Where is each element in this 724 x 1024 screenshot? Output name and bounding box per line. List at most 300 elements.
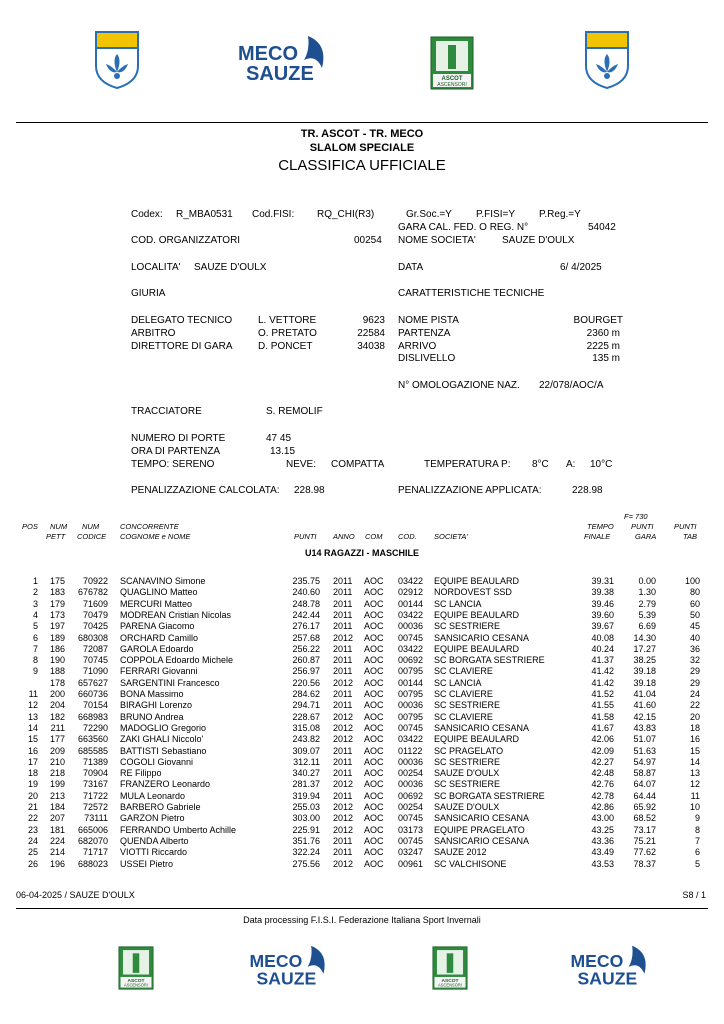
cell-societa: SANSICARIO CESANA: [434, 632, 530, 643]
cell-tempo: 43.36: [591, 835, 614, 846]
cell-punti-gara: 68.52: [633, 813, 656, 824]
cell-codice: 682070: [77, 835, 108, 846]
cell-punti-tab: 32: [689, 655, 700, 666]
cell-pett: 190: [49, 655, 65, 666]
cell-punti: 220.56: [292, 677, 320, 688]
cell-nome: BIRAGHI Lorenzo: [120, 700, 193, 711]
cell-codice: 70154: [82, 700, 108, 711]
table-row: [0, 700, 724, 711]
cell-com: AOC: [364, 643, 384, 654]
cell-tempo: 41.67: [591, 722, 614, 733]
cell-societa: EQUIPE BEAULARD: [434, 609, 520, 620]
cell-anno: 2011: [333, 745, 353, 756]
cell-pos: 2: [32, 587, 38, 598]
cell-punti-tab: 29: [689, 677, 700, 688]
cell-pett: 177: [49, 734, 65, 745]
cell-pos: 7: [32, 643, 38, 654]
svg-text:MECO: MECO: [249, 950, 303, 971]
cell-anno: 2012: [333, 802, 354, 812]
cell-cod: 02912: [398, 587, 424, 598]
cell-pett: 178: [49, 677, 65, 688]
cell-cod: 00961: [398, 858, 424, 869]
table-row: [0, 666, 724, 677]
table-row: [0, 779, 724, 790]
cell-pos: 11: [28, 689, 38, 699]
header-gara: GARA: [635, 532, 657, 541]
cell-punti-gara: 2.79: [638, 598, 656, 609]
cell-anno: 2011: [333, 666, 353, 677]
table-row: [0, 836, 724, 847]
cell-pett: 224: [49, 835, 65, 846]
cell-com: AOC: [364, 609, 384, 620]
cell-pos: 17: [27, 756, 38, 767]
cell-pett: 196: [49, 858, 65, 869]
header-codice: CODICE: [77, 532, 107, 541]
table-row: [0, 599, 724, 610]
cell-cod: 03422: [398, 734, 424, 745]
cell-com: AOC: [364, 655, 384, 666]
cod-org-label: COD. ORGANIZZATORI: [131, 235, 241, 246]
cell-tempo: 41.58: [591, 711, 614, 722]
penalizzazione-applicata-label: PENALIZZAZIONE APPLICATA:: [398, 485, 542, 496]
cell-societa: SC VALCHISONE: [434, 858, 507, 869]
dislivello-label: DISLIVELLO: [398, 353, 456, 364]
temperatura-a-label: A:: [566, 459, 576, 470]
cell-tempo: 41.52: [591, 689, 614, 699]
cell-nome: QUENDA Alberto: [120, 835, 189, 846]
neve-value: COMPATTA: [331, 459, 385, 470]
cell-pos: 19: [27, 779, 38, 790]
cell-cod: 03173: [398, 824, 424, 835]
cell-nome: SARGENTINI Francesco: [120, 677, 220, 688]
cell-cod: 00036: [398, 779, 424, 790]
cell-pos: 22: [27, 813, 38, 824]
cell-tempo: 39.60: [591, 609, 614, 620]
table-row: [0, 655, 724, 666]
codex-label: Codex:: [131, 209, 163, 220]
svg-text:MECO: MECO: [238, 43, 298, 65]
cell-pett: 204: [49, 700, 65, 711]
cell-societa: EQUIPE BEAULARD: [434, 643, 520, 654]
cell-anno: 2012: [333, 779, 354, 790]
cell-anno: 2011: [333, 655, 353, 666]
cell-codice: 73111: [84, 813, 108, 824]
cell-punti: 319.94: [292, 790, 320, 801]
cell-pos: 8: [32, 655, 38, 666]
cell-punti: 255.03: [292, 802, 320, 812]
cell-tempo: 39.46: [591, 598, 614, 609]
cell-codice: 71389: [82, 756, 108, 767]
cell-cod: 00692: [398, 790, 424, 801]
ascot-ascensori-logo: [430, 36, 474, 90]
cell-societa: SC SESTRIERE: [434, 700, 501, 711]
cell-nome: BRUNO Andrea: [120, 711, 184, 722]
cell-tempo: 42.06: [591, 734, 614, 745]
cell-punti-gara: 54.97: [633, 756, 656, 767]
cell-societa: SC LANCIA: [434, 598, 482, 609]
table-row: [0, 576, 724, 587]
localita-label: LOCALITA': [131, 262, 181, 273]
cell-com: AOC: [364, 790, 384, 801]
cell-punti-gara: 39.18: [633, 666, 656, 677]
race-title: TR. ASCOT - TR. MECO: [300, 128, 424, 140]
arrivo-label: ARRIVO: [398, 341, 437, 352]
cell-tempo: 42.27: [591, 756, 614, 767]
cell-punti: 228.67: [292, 711, 320, 722]
cell-pett: 181: [49, 824, 65, 835]
giuria-label: GIURIA: [131, 288, 166, 299]
cell-punti-tab: 15: [689, 745, 700, 756]
cell-punti-gara: 5.39: [638, 609, 656, 620]
cell-tempo: 39.31: [591, 576, 614, 586]
cell-punti-gara: 51.07: [633, 734, 656, 745]
cell-punti-gara: 39.18: [633, 677, 656, 688]
cell-codice: 70425: [82, 621, 108, 632]
data-label: DATA: [398, 262, 424, 273]
cell-punti: 242.44: [292, 609, 320, 620]
cell-punti: 315.08: [292, 722, 320, 733]
cell-com: AOC: [364, 587, 384, 598]
cell-pett: 200: [49, 689, 65, 699]
cell-pett: 197: [49, 621, 65, 632]
cell-pos: 13: [27, 711, 38, 722]
cell-com: AOC: [364, 824, 384, 835]
table-row: [0, 791, 724, 802]
cell-pos: 25: [27, 847, 38, 858]
cell-punti-tab: 6: [694, 847, 700, 858]
header-cod: COD.: [398, 532, 417, 541]
header-concorrente: CONCORRENTE: [120, 522, 179, 531]
pfisi-flag: P.FISI=Y: [476, 209, 516, 220]
cell-punti-tab: 7: [694, 835, 700, 846]
cell-anno: 2012: [333, 711, 354, 722]
cell-societa: SAUZE 2012: [434, 847, 487, 858]
cell-pos: 9: [32, 666, 38, 677]
cell-societa: SC CLAVIERE: [434, 666, 493, 677]
cell-nome: VIOTTI Riccardo: [120, 847, 188, 858]
table-row: [0, 757, 724, 768]
header-tab: TAB: [683, 532, 698, 541]
data-processing-note: Data processing F.I.S.I. Federazione Italiana Sport Invernali: [243, 915, 481, 925]
cell-punti-tab: 14: [689, 756, 700, 767]
discipline-title: SLALOM SPECIALE: [309, 142, 415, 154]
cell-punti-tab: 60: [689, 598, 700, 609]
cell-societa: SANSICARIO CESANA: [434, 722, 530, 733]
meco-sauze-logo: [238, 34, 330, 84]
cell-societa: SC SESTRIERE: [434, 779, 501, 790]
cell-tempo: 40.08: [591, 632, 614, 643]
cell-punti: 309.07: [292, 745, 320, 756]
cell-pett: 179: [49, 598, 65, 609]
cell-anno: 2011: [333, 587, 353, 598]
omologazione-label: N° OMOLOGAZIONE NAZ.: [398, 380, 520, 391]
cell-pett: 213: [49, 790, 65, 801]
cell-com: AOC: [364, 847, 384, 858]
cell-punti-tab: 18: [689, 722, 700, 733]
temperatura-label: TEMPERATURA P:: [424, 459, 511, 470]
temperatura-p-value: 8°C: [532, 459, 549, 470]
svg-text:ASCOT: ASCOT: [127, 978, 145, 984]
cell-punti: 243.82: [292, 734, 320, 745]
svg-text:MECO: MECO: [570, 950, 624, 971]
porte-value: 47 45: [266, 433, 292, 444]
cell-punti-gara: 75.21: [633, 835, 656, 846]
cell-codice: 73167: [82, 779, 108, 790]
cell-punti-gara: 64.44: [633, 790, 656, 801]
cell-punti: 240.60: [292, 587, 320, 598]
cell-codice: 665006: [77, 824, 108, 835]
cell-societa: SC SESTRIERE: [434, 756, 501, 767]
cell-cod: 00745: [398, 835, 424, 846]
cell-nome: MULA Leonardo: [120, 790, 186, 801]
cell-pett: 184: [49, 802, 65, 812]
cell-nome: COGOLI Giovanni: [120, 756, 194, 767]
cell-nome: USSEI Pietro: [120, 858, 174, 869]
header-punti-tab: PUNTI: [674, 522, 697, 531]
cell-pett: 182: [49, 711, 65, 722]
nome-pista-label: NOME PISTA: [398, 315, 459, 326]
penalizzazione-calcolata-value: 228.98: [294, 485, 325, 496]
ora-value: 13.15: [270, 446, 296, 457]
cell-anno: 2011: [333, 598, 353, 609]
cell-codice: 71090: [82, 666, 108, 677]
porte-label: NUMERO DI PORTE: [131, 433, 226, 444]
temperatura-a-value: 10°C: [590, 459, 613, 470]
cell-anno: 2012: [333, 632, 354, 643]
cell-pos: 15: [27, 734, 38, 745]
cell-cod: 00254: [398, 802, 424, 812]
cell-codice: 676782: [77, 587, 108, 598]
cell-codice: 70904: [82, 768, 108, 779]
svg-text:ASCENSORI: ASCENSORI: [437, 82, 467, 88]
cell-tempo: 41.55: [591, 700, 614, 711]
cell-societa: SC BORGATA SESTRIERE: [434, 655, 545, 666]
delegato-name: L. VETTORE: [258, 315, 317, 326]
cell-societa: SC BORGATA SESTRIERE: [434, 790, 545, 801]
cell-com: AOC: [364, 666, 384, 677]
cell-punti-gara: 65.92: [633, 802, 656, 812]
cell-punti-gara: 41.60: [633, 700, 656, 711]
cell-societa: SC PRAGELATO: [434, 745, 504, 756]
cell-punti: 276.17: [292, 621, 320, 632]
cell-codice: 70479: [82, 609, 108, 620]
cell-punti-tab: 20: [689, 711, 700, 722]
cell-tempo: 39.67: [591, 621, 614, 632]
direttore-code: 34038: [357, 341, 385, 352]
meco-sauze-logo: [249, 944, 331, 988]
nome-soc-label: NOME SOCIETA': [398, 235, 476, 246]
cell-tempo: 41.42: [591, 666, 614, 677]
cell-nome: FERRANDO Umberto Achille: [120, 824, 237, 835]
header-tempo: TEMPO: [587, 522, 614, 531]
cell-cod: 03422: [398, 576, 424, 586]
footer-page: S8 / 1: [682, 890, 706, 900]
table-row: [0, 712, 724, 723]
ascot-ascensori-logo: [432, 946, 468, 990]
partenza-value: 2360 m: [586, 328, 620, 339]
cell-punti: 248.78: [292, 598, 320, 609]
table-row: [0, 734, 724, 745]
cell-cod: 00795: [398, 689, 424, 699]
cell-codice: 71717: [82, 847, 108, 858]
cell-nome: BONA Massimo: [120, 689, 184, 699]
cell-com: AOC: [364, 576, 384, 586]
cell-tempo: 40.24: [591, 643, 614, 654]
cell-cod: 00036: [398, 621, 424, 632]
cell-codice: 70922: [82, 576, 108, 586]
cell-punti-tab: 11: [690, 790, 700, 801]
cell-cod: 00254: [398, 768, 424, 779]
cell-pos: 1: [32, 576, 38, 586]
cell-pos: 24: [27, 835, 38, 846]
nome-pista-value: BOURGET: [573, 315, 623, 326]
cod-org-value: 00254: [354, 235, 382, 246]
svg-text:ASCENSORI: ASCENSORI: [124, 982, 148, 988]
penalizzazione-calcolata-label: PENALIZZAZIONE CALCOLATA:: [131, 485, 280, 496]
preg-flag: P.Reg.=Y: [539, 209, 581, 220]
cell-com: AOC: [364, 768, 384, 779]
cell-nome: MODREAN Cristian Nicolas: [120, 609, 232, 620]
cell-pos: 18: [27, 768, 38, 779]
dislivello-value: 135 m: [592, 353, 620, 364]
cell-punti: 275.56: [292, 858, 320, 869]
svg-text:SAUZE: SAUZE: [577, 968, 638, 988]
cell-tempo: 42.76: [591, 779, 614, 790]
cell-codice: 663560: [77, 734, 108, 745]
cell-punti-tab: 22: [689, 700, 700, 711]
header-cognome-nome: COGNOME e NOME: [120, 532, 191, 541]
footer-date-place: 06-04-2025 / SAUZE D'OULX: [16, 890, 135, 900]
cell-nome: QUAGLINO Matteo: [120, 587, 198, 598]
cell-codice: 70745: [82, 655, 108, 666]
cell-societa: SAUZE D'OULX: [434, 768, 500, 779]
header-punti-gara: PUNTI: [631, 522, 654, 531]
cell-codice: 668983: [77, 711, 108, 722]
cell-codice: 657627: [77, 677, 108, 688]
svg-text:ASCENSORI: ASCENSORI: [438, 982, 462, 988]
header-anno: ANNO: [333, 532, 355, 541]
cell-anno: 2012: [333, 677, 354, 688]
table-row: [0, 802, 724, 813]
cell-pos: 3: [32, 598, 38, 609]
cell-societa: EQUIPE PRAGELATO: [434, 824, 525, 835]
localita-value: SAUZE D'OULX: [194, 262, 267, 273]
cell-punti-tab: 9: [694, 813, 700, 824]
cell-societa: SC CLAVIERE: [434, 689, 493, 699]
cell-com: AOC: [364, 858, 384, 869]
cell-societa: SAUZE D'OULX: [434, 802, 500, 812]
cell-punti-gara: 42.15: [633, 711, 656, 722]
table-row: [0, 813, 724, 824]
cell-punti-tab: 36: [689, 643, 700, 654]
svg-text:ASCOT: ASCOT: [441, 978, 459, 984]
cell-tempo: 42.78: [591, 790, 614, 801]
cell-com: AOC: [364, 734, 384, 745]
cell-anno: 2011: [333, 790, 353, 801]
cell-punti-tab: 13: [689, 768, 700, 779]
delegato-label: DELEGATO TECNICO: [131, 315, 233, 326]
cell-societa: SC CLAVIERE: [434, 711, 493, 722]
meco-sauze-logo: [570, 944, 652, 988]
cell-pos: 16: [27, 745, 38, 756]
header-societa: SOCIETA': [434, 532, 468, 541]
header-num-pett: NUM: [50, 522, 68, 531]
codfisi-label: Cod.FISI:: [252, 209, 295, 220]
cell-cod: 01122: [398, 745, 423, 756]
arbitro-label: ARBITRO: [131, 328, 176, 339]
arbitro-name: O. PRETATO: [258, 328, 317, 339]
direttore-name: D. PONCET: [258, 341, 313, 352]
ora-label: ORA DI PARTENZA: [131, 446, 221, 457]
table-row: [0, 768, 724, 779]
header-num-codice: NUM: [82, 522, 100, 531]
cell-nome: ZAKI GHALI Niccolo': [120, 734, 204, 745]
category-heading: U14 RAGAZZI - MASCHILE: [304, 548, 419, 558]
cell-punti: 340.27: [292, 768, 320, 779]
cell-punti: 312.11: [293, 756, 320, 767]
grsoc-flag: Gr.Soc.=Y: [406, 209, 452, 220]
svg-text:ASCOT: ASCOT: [441, 76, 463, 82]
cell-com: AOC: [364, 802, 384, 812]
cell-punti: 235.75: [292, 576, 320, 586]
cell-cod: 00036: [398, 756, 424, 767]
cell-tempo: 39.38: [591, 587, 614, 598]
cell-anno: 2011: [333, 847, 353, 858]
table-row: [0, 633, 724, 644]
cell-punti-gara: 14.30: [633, 632, 656, 643]
arrivo-value: 2225 m: [586, 341, 620, 352]
cell-pett: 173: [49, 609, 65, 620]
cell-punti-gara: 58.87: [633, 768, 656, 779]
cell-nome: BARBERO Gabriele: [120, 802, 201, 812]
cell-pos: 14: [27, 722, 38, 733]
sauze-sci-club-logo: [94, 30, 140, 90]
table-row: [0, 587, 724, 598]
codex-value: R_MBA0531: [176, 209, 233, 220]
cell-societa: EQUIPE BEAULARD: [434, 576, 520, 586]
cell-punti: 257.68: [292, 632, 320, 643]
cell-punti-tab: 10: [689, 802, 700, 812]
cell-punti-gara: 17.27: [633, 643, 656, 654]
cell-punti: 294.71: [292, 700, 320, 711]
cell-codice: 688023: [77, 858, 108, 869]
cell-punti-gara: 1.30: [638, 587, 656, 598]
f-value: F= 730: [624, 512, 648, 521]
cell-punti: 322.24: [292, 847, 320, 858]
cell-punti-tab: 45: [689, 621, 700, 632]
cell-tempo: 42.86: [591, 802, 614, 812]
cell-pett: 189: [49, 632, 65, 643]
cell-punti-gara: 43.83: [633, 722, 656, 733]
cell-codice: 660736: [77, 689, 108, 699]
cell-nome: FRANZERO Leonardo: [120, 779, 211, 790]
cell-nome: ORCHARD Camillo: [120, 632, 199, 643]
cell-punti-tab: 40: [689, 632, 700, 643]
cell-nome: FERRARI Giovanni: [120, 666, 198, 677]
cell-anno: 2011: [333, 621, 353, 632]
cell-com: AOC: [364, 813, 384, 824]
omologazione-value: 22/078/AOC/A: [539, 380, 604, 391]
cell-pett: 199: [49, 779, 65, 790]
cell-punti-gara: 0.00: [638, 576, 656, 586]
ascot-ascensori-logo: [118, 946, 154, 990]
sauze-sci-club-logo: [584, 30, 630, 90]
cell-cod: 00144: [398, 598, 424, 609]
cell-nome: RE Filippo: [120, 768, 162, 779]
table-row: [0, 847, 724, 858]
cell-anno: 2012: [333, 858, 354, 869]
cell-pett: 218: [49, 768, 65, 779]
